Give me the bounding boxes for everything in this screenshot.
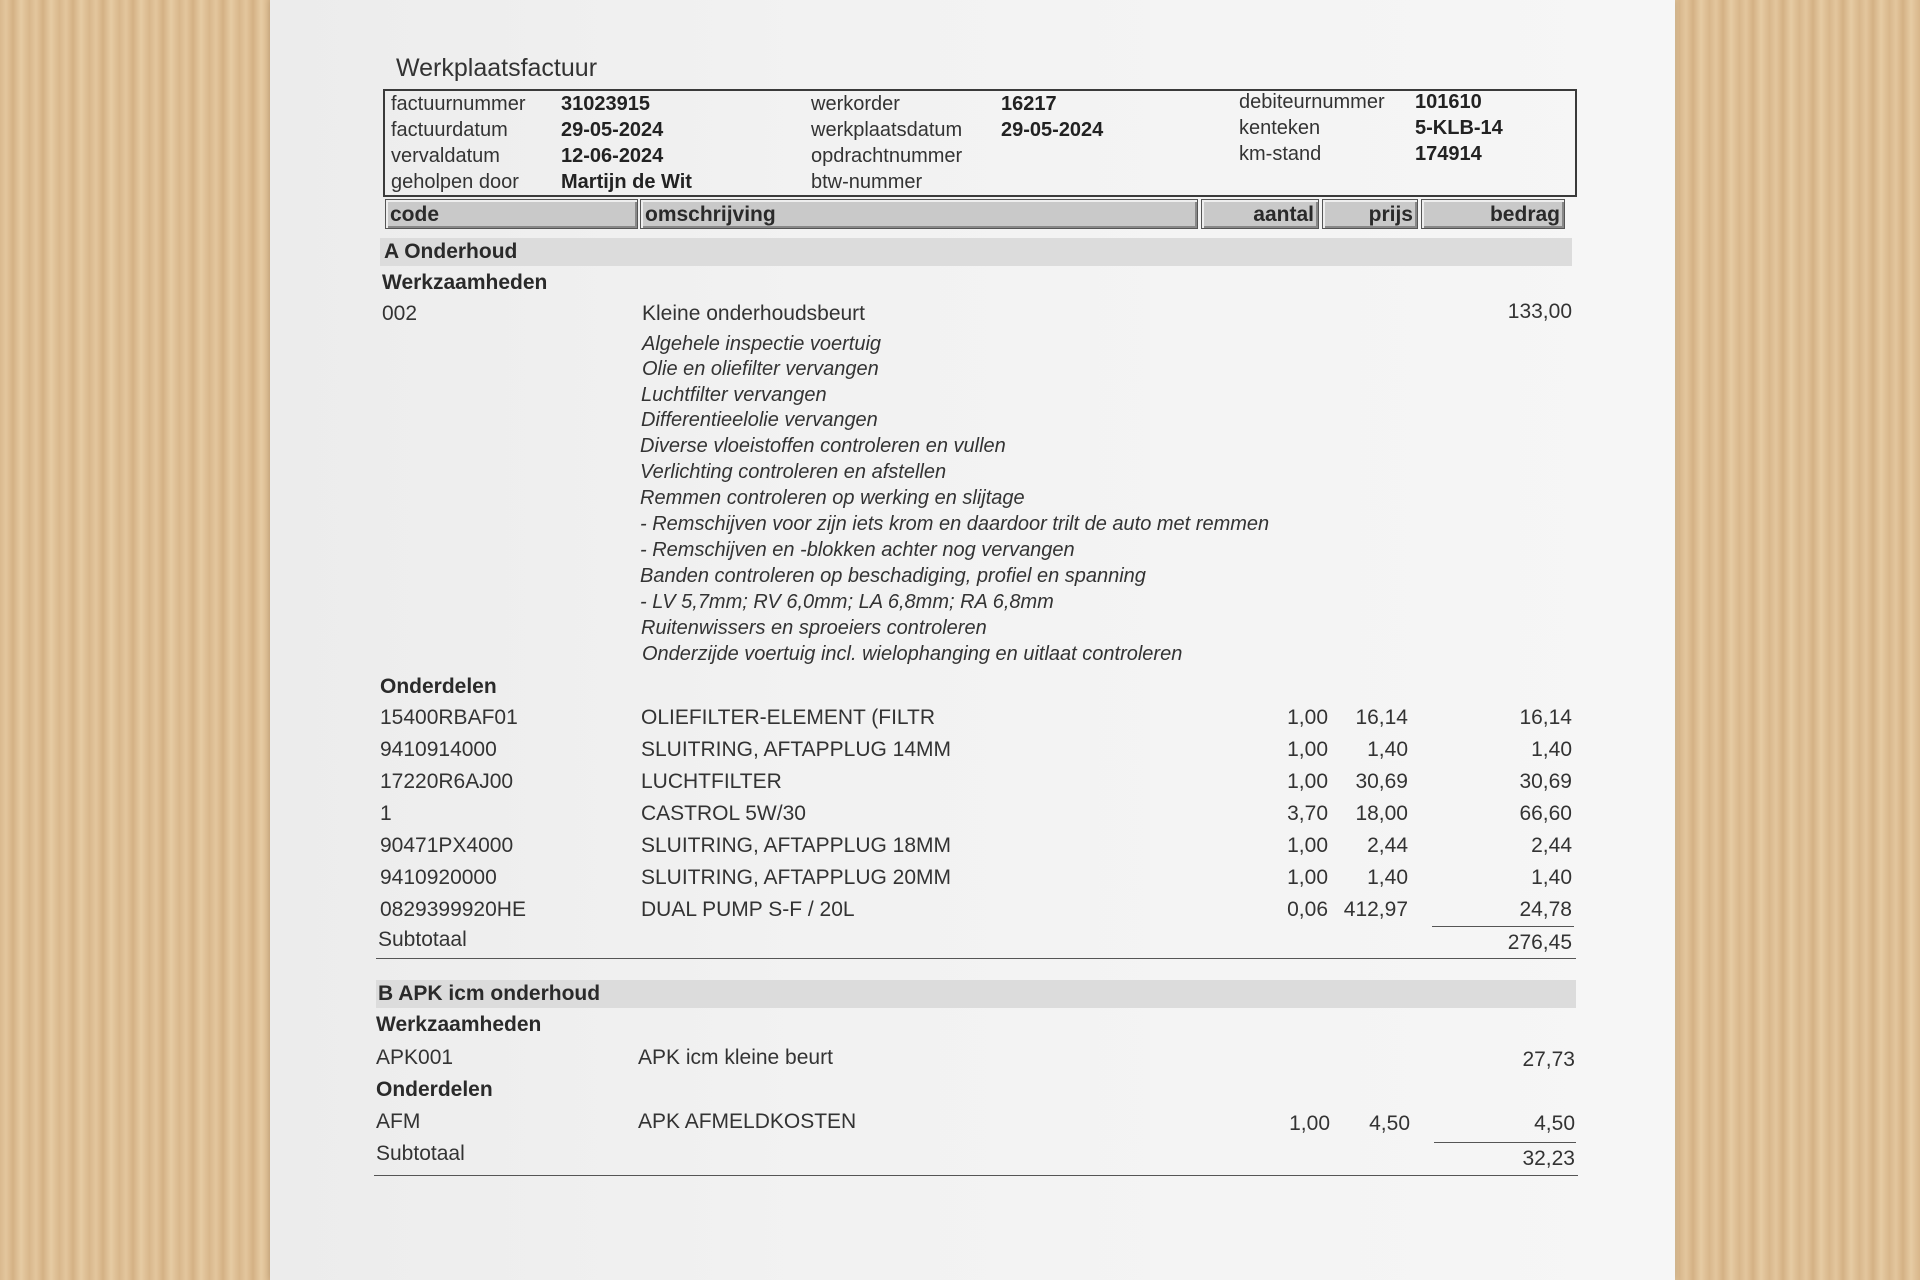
- section-b-onderdelen-heading: Onderdelen: [376, 1078, 493, 1101]
- section-b-werk-desc: APK icm kleine beurt: [638, 1046, 833, 1069]
- factuurdatum-value: 29-05-2024: [561, 119, 664, 141]
- note-line: Olie en oliefilter vervangen: [642, 358, 879, 380]
- vervaldatum-label: vervaldatum: [391, 145, 500, 167]
- debiteurnummer-value: 101610: [1415, 91, 1482, 113]
- part-prijs: 4,50: [1369, 1112, 1410, 1135]
- part-code: 17220R6AJ00: [380, 770, 514, 793]
- vervaldatum-value: 12-06-2024: [561, 145, 664, 167]
- column-header-code: code: [385, 199, 638, 229]
- part-code: 9410914000: [380, 738, 497, 761]
- part-desc: LUCHTFILTER: [641, 770, 782, 793]
- subtotal-rule: [1432, 926, 1574, 927]
- section-b-subtotal-value: 32,23: [1522, 1147, 1575, 1170]
- opdrachtnummer-label: opdrachtnummer: [811, 145, 963, 167]
- factuurnummer-label: factuurnummer: [391, 93, 526, 115]
- werkplaatsdatum-value: 29-05-2024: [1001, 119, 1104, 141]
- section-b-werk-code: APK001: [376, 1046, 454, 1069]
- note-line: - Remschijven voor zijn iets krom en daardoor trilt de auto met remmen: [640, 513, 1270, 535]
- btw-nummer-label: btw-nummer: [811, 171, 923, 193]
- note-line: Verlichting controleren en afstellen: [640, 461, 947, 483]
- section-b-werk-bedrag: 27,73: [1522, 1048, 1575, 1071]
- werkplaatsdatum-label: werkplaatsdatum: [811, 119, 963, 141]
- page-title: Werkplaatsfactuur: [396, 54, 598, 82]
- section-a-bar: [380, 238, 1572, 266]
- section-b-werkzaamheden-heading: Werkzaamheden: [376, 1013, 542, 1036]
- section-divider: [374, 1175, 1578, 1176]
- section-a-onderdelen-heading: Onderdelen: [380, 675, 497, 698]
- part-aantal: 1,00: [1287, 834, 1328, 857]
- part-prijs: 2,44: [1367, 834, 1408, 857]
- part-prijs: 1,40: [1367, 866, 1408, 889]
- geholpen-door-label: geholpen door: [391, 171, 519, 193]
- debiteurnummer-label: debiteurnummer: [1239, 91, 1385, 113]
- part-bedrag: 1,40: [1531, 866, 1572, 889]
- part-desc: SLUITRING, AFTAPPLUG 18MM: [641, 834, 952, 857]
- part-bedrag: 2,44: [1531, 834, 1572, 857]
- part-desc: SLUITRING, AFTAPPLUG 20MM: [641, 866, 952, 889]
- part-bedrag: 24,78: [1519, 898, 1572, 921]
- part-code: 0829399920HE: [380, 898, 526, 921]
- note-line: Luchtfilter vervangen: [641, 384, 827, 406]
- factuurnummer-value: 31023915: [561, 93, 650, 115]
- column-header-prijs: prijs: [1322, 199, 1418, 229]
- invoice-header-box: [383, 89, 1577, 197]
- part-aantal: 3,70: [1287, 802, 1328, 825]
- subtotal-rule: [1434, 1142, 1576, 1143]
- section-a-werk-code: 002: [382, 302, 418, 325]
- part-prijs: 1,40: [1367, 738, 1408, 761]
- part-code: 9410920000: [380, 866, 497, 889]
- part-desc: SLUITRING, AFTAPPLUG 14MM: [641, 738, 952, 761]
- kenteken-value: 5-KLB-14: [1415, 117, 1503, 139]
- note-line: Remmen controleren op werking en slijtage: [640, 487, 1025, 509]
- km-stand-label: km-stand: [1239, 143, 1322, 165]
- note-line: Differentieelolie vervangen: [641, 409, 878, 431]
- column-header-aantal: aantal: [1201, 199, 1319, 229]
- factuurdatum-label: factuurdatum: [391, 119, 508, 141]
- part-desc: CASTROL 5W/30: [641, 802, 806, 825]
- note-line: - Remschijven en -blokken achter nog vervangen: [640, 539, 1075, 561]
- section-a-subtotal-value: 276,45: [1507, 931, 1572, 954]
- part-code: 15400RBAF01: [380, 706, 518, 729]
- section-b-subtotal-label: Subtotaal: [376, 1142, 465, 1165]
- part-bedrag: 1,40: [1531, 738, 1572, 761]
- km-stand-value: 174914: [1415, 143, 1482, 165]
- part-desc: DUAL PUMP S-F / 20L: [641, 898, 855, 921]
- section-b-bar: [376, 980, 1576, 1008]
- note-line: - LV 5,7mm; RV 6,0mm; LA 6,8mm; RA 6,8mm: [640, 591, 1054, 613]
- part-aantal: 1,00: [1287, 706, 1328, 729]
- part-prijs: 30,69: [1355, 770, 1408, 793]
- part-desc: OLIEFILTER-ELEMENT (FILTR: [641, 706, 936, 729]
- column-header-bedrag: bedrag: [1421, 199, 1565, 229]
- part-bedrag: 66,60: [1519, 802, 1572, 825]
- column-header-omschrijving: omschrijving: [640, 199, 1198, 229]
- part-bedrag: 16,14: [1519, 706, 1572, 729]
- note-line: Diverse vloeistoffen controleren en vullen: [640, 435, 1006, 457]
- part-aantal: 1,00: [1287, 866, 1328, 889]
- part-desc: APK AFMELDKOSTEN: [638, 1110, 857, 1133]
- part-prijs: 18,00: [1355, 802, 1408, 825]
- note-line: Algehele inspectie voertuig: [642, 333, 882, 355]
- section-a-werk-desc: Kleine onderhoudsbeurt: [642, 302, 866, 325]
- section-a-subtotal-label: Subtotaal: [378, 928, 467, 951]
- geholpen-door-value: Martijn de Wit: [561, 171, 692, 193]
- part-aantal: 1,00: [1289, 1112, 1330, 1135]
- part-aantal: 1,00: [1287, 738, 1328, 761]
- part-code: AFM: [376, 1110, 421, 1133]
- note-line: Ruitenwissers en sproeiers controleren: [641, 617, 987, 639]
- part-bedrag: 4,50: [1534, 1112, 1575, 1135]
- note-line: Onderzijde voertuig incl. wielophanging en uitlaat controleren: [642, 643, 1183, 665]
- part-aantal: 1,00: [1287, 770, 1328, 793]
- part-aantal: 0,06: [1287, 898, 1328, 921]
- part-code: 90471PX4000: [380, 834, 514, 857]
- note-line: Banden controleren op beschadiging, profiel en spanning: [640, 565, 1146, 587]
- section-b-title: B APK icm onderhoud: [378, 982, 601, 1005]
- section-a-title: A Onderhoud: [384, 240, 518, 263]
- kenteken-label: kenteken: [1239, 117, 1321, 139]
- part-code: 1: [380, 802, 392, 825]
- werkorder-label: werkorder: [811, 93, 900, 115]
- part-prijs: 16,14: [1355, 706, 1408, 729]
- part-bedrag: 30,69: [1519, 770, 1572, 793]
- part-prijs: 412,97: [1343, 898, 1408, 921]
- section-divider: [376, 958, 1576, 959]
- section-a-werkzaamheden-heading: Werkzaamheden: [382, 271, 548, 294]
- werkorder-value: 16217: [1001, 93, 1057, 115]
- section-a-werk-bedrag: 133,00: [1507, 300, 1572, 323]
- invoice-paper: [270, 0, 1675, 1280]
